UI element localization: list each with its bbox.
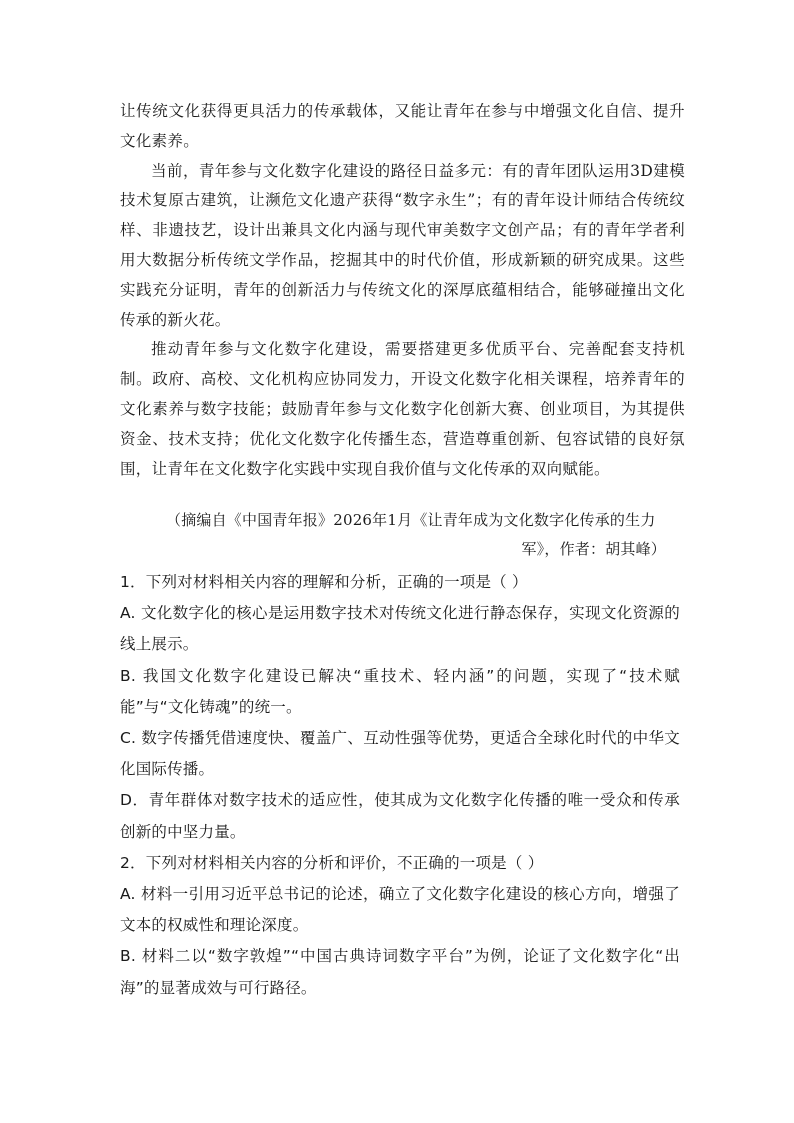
- answer-option-b: B. 材料二以“数字敦煌”“中国古典诗词数字平台”为例，论证了文化数字化“出海”的显著成效与可行路径。: [120, 947, 680, 997]
- question-2: [120, 848, 680, 1004]
- citation-line: 军》，作者：胡其峰）: [521, 540, 666, 558]
- question-section: [120, 567, 680, 1004]
- source-citation: [120, 506, 666, 564]
- question-stem: 1．下列对材料相关内容的理解和分析，正确的一项是（ ）: [120, 573, 528, 591]
- citation-line: （摘编自《中国青年报》2026年1月《让青年成为文化数字化传承的生力: [166, 511, 656, 529]
- question-stem: 2．下列对材料相关内容的分析和评价，不正确的一项是（ ）: [120, 853, 544, 872]
- answer-option-d: D．青年群体对数字技术的适应性，使其成为文化数字化传播的唯一受众和传承创新的中坚力量。: [120, 791, 680, 841]
- passage-paragraph: 当前，青年参与文化数字化建设的路径日益多元：有的青年团队运用3D建模技术复原古建筑，让濒危文化遗产获得“数字永生”；有的青年设计师结合传统纹样、非遗技艺，设计出兼具文化内涵与现代审美数字文创产品；有的青年学者利用大数据分析传统文学作品，挖掘其中的时代价值，形成新颖的研究成果。这些实践充分证明，青年的创新活力与传统文化的深厚底蕴相结合，能够碰撞出文化传承的新火花。: [120, 161, 685, 329]
- passage-paragraph: 让传统文化获得更具活力的传承载体，又能让青年在参与中增强文化自信、提升文化素养。: [120, 102, 685, 150]
- answer-option-b: B. 我国文化数字化建设已解决“重技术、轻内涵”的问题，实现了“技术赋能”与“文化铸魂”的统一。: [120, 666, 680, 716]
- answer-option-a: A. 材料一引用习近平总书记的论述，确立了文化数字化建设的核心方向，增强了文本的权威性和理论深度。: [120, 885, 680, 935]
- answer-option-c: C. 数字传播凭借速度快、覆盖广、互动性强等优势，更适合全球化时代的中华文化国际传播。: [120, 729, 680, 779]
- question-1: [120, 567, 680, 848]
- passage-paragraph: 推动青年参与文化数字化建设，需要搭建更多优质平台、完善配套支持机制。政府、高校、文化机构应协同发力，开设文化数字化相关课程，培养青年的文化素养与数字技能；鼓励青年参与文化数字化创新大赛、创业项目，为其提供资金、技术支持；优化文化数字化传播生态，营造尊重创新、包容试错的良好氛围，让青年在文化数字化实践中实现自我价值与文化传承的双向赋能。: [120, 340, 685, 478]
- answer-option-a: A. 文化数字化的核心是运用数字技术对传统文化进行静态保存，实现文化资源的线上展示。: [120, 604, 680, 654]
- reading-passage: [120, 97, 685, 484]
